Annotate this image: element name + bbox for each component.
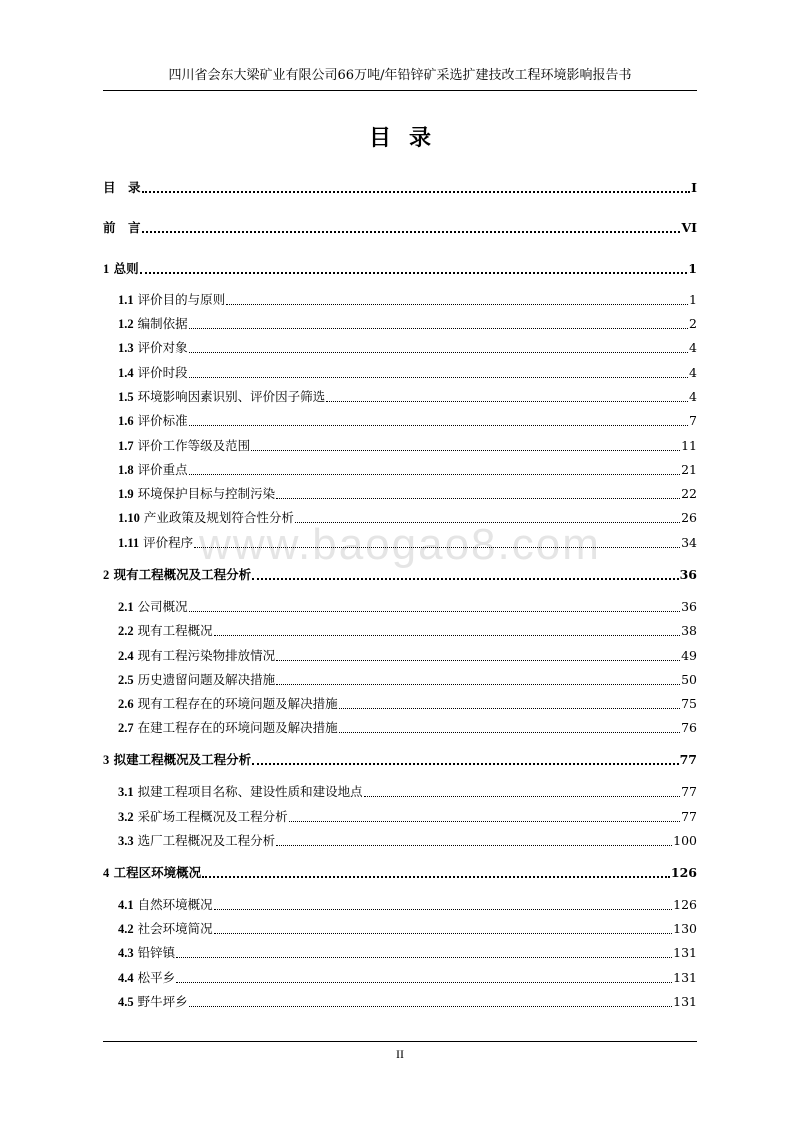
toc-entry-number: 4.2 <box>118 922 134 936</box>
toc-section-entry[interactable] <box>118 941 697 961</box>
footer-page-number: II <box>396 1047 404 1061</box>
toc-section-entry[interactable] <box>118 780 697 800</box>
toc-dot-leader <box>214 635 680 636</box>
toc-page-number: 4 <box>689 340 697 355</box>
toc-page-number: 100 <box>673 833 697 848</box>
toc-entry-title: 前 言 <box>103 220 141 235</box>
toc-entry-label <box>118 970 175 986</box>
toc-entry-label <box>103 180 141 196</box>
toc-entry-number: 1.7 <box>118 439 134 453</box>
toc-dot-leader <box>252 763 678 765</box>
toc-dot-leader <box>276 498 680 499</box>
toc-dot-leader <box>276 660 680 661</box>
toc-dot-leader <box>176 957 672 958</box>
toc-entry-title: 现有工程概况 <box>133 623 213 638</box>
toc-page-number: 4 <box>689 365 697 380</box>
toc-entry-title: 编制依据 <box>133 316 188 331</box>
toc-dot-leader <box>142 231 681 233</box>
toc-page-number: 130 <box>673 921 697 936</box>
toc-entry-title: 野牛坪乡 <box>133 994 188 1009</box>
toc-page-number: 77 <box>681 809 697 824</box>
toc-entry-number: 4 <box>103 866 110 880</box>
toc-entry-label <box>118 994 188 1010</box>
toc-entry-number: 1.11 <box>118 536 140 550</box>
toc-page-number: 2 <box>689 316 697 331</box>
toc-entry-title: 目 录 <box>103 180 141 195</box>
toc-page-number: 7 <box>689 413 697 428</box>
toc-entry-title: 在建工程存在的环境问题及解决措施 <box>133 720 338 735</box>
toc-page-number: 75 <box>681 696 697 711</box>
toc-chapter-entry[interactable] <box>103 257 697 277</box>
toc-dot-leader <box>176 982 672 983</box>
toc-entry-title: 总则 <box>109 261 139 276</box>
toc-entry-number: 1.10 <box>118 511 140 525</box>
toc-entry-number: 1.2 <box>118 317 134 331</box>
toc-page-number: 22 <box>681 486 697 501</box>
toc-dot-leader <box>189 1006 673 1007</box>
toc-page-number: 50 <box>681 672 697 687</box>
toc-section-entry[interactable] <box>118 716 697 736</box>
toc-entry-number: 3.1 <box>118 785 134 799</box>
toc-dot-leader <box>252 578 678 580</box>
toc-page-number: 49 <box>681 648 697 663</box>
toc-dot-leader <box>189 611 680 612</box>
toc-section-entry[interactable] <box>118 829 697 849</box>
toc-entry-number: 2.7 <box>118 721 134 735</box>
toc-entry-number: 1.3 <box>118 341 134 355</box>
toc-section-entry[interactable] <box>118 506 697 526</box>
toc-page-number: 36 <box>679 567 697 582</box>
toc-section-entry[interactable] <box>118 805 697 825</box>
toc-entry-number: 4.1 <box>118 898 134 912</box>
toc-page-number: 34 <box>681 535 697 550</box>
toc-page-number: 76 <box>681 720 697 735</box>
toc-section-entry[interactable] <box>118 409 697 429</box>
toc-entry-label <box>118 292 225 308</box>
toc-entry-label <box>118 648 275 664</box>
toc-entry-label <box>118 921 213 937</box>
toc-section-entry[interactable] <box>118 434 697 454</box>
toc-entry-number: 1.1 <box>118 293 134 307</box>
toc-page-number: 4 <box>689 389 697 404</box>
toc-entry-number: 2.5 <box>118 673 134 687</box>
toc-dot-leader <box>189 474 680 475</box>
toc-entry-label <box>118 413 188 429</box>
toc-entry-label <box>118 696 338 712</box>
toc-section-entry[interactable] <box>118 692 697 712</box>
toc-entry-label <box>103 752 251 768</box>
toc-entry-label <box>118 599 188 615</box>
toc-entry-title: 铅锌镇 <box>133 945 176 960</box>
toc-page-number: 126 <box>670 865 697 880</box>
toc-entry-label <box>118 438 250 454</box>
toc-dot-leader <box>202 876 670 878</box>
toc-dot-leader <box>289 821 680 822</box>
toc-dot-leader <box>189 377 688 378</box>
page-title: 目录 <box>368 126 449 151</box>
toc-page-number: 131 <box>673 970 697 985</box>
toc-entry-title: 公司概况 <box>133 599 188 614</box>
toc-dot-leader <box>251 450 680 451</box>
toc-chapter-entry[interactable] <box>103 563 697 583</box>
toc-entry-title: 现有工程存在的环境问题及解决措施 <box>133 696 338 711</box>
toc-entry-number: 2 <box>103 568 110 582</box>
toc-entry-number: 4.3 <box>118 946 134 960</box>
toc-section-entry[interactable] <box>118 312 697 332</box>
toc-dot-leader <box>295 522 680 523</box>
toc-entry-title: 拟建工程概况及工程分析 <box>109 752 252 767</box>
toc-entry-title: 现有工程概况及工程分析 <box>109 567 252 582</box>
toc-section-entry[interactable] <box>118 458 697 478</box>
toc-entry-number: 1.4 <box>118 366 134 380</box>
toc-page-number: 126 <box>673 897 697 912</box>
toc-page-number: VI <box>681 220 697 235</box>
toc-page-number: 1 <box>688 261 697 276</box>
toc-entry-label <box>118 623 213 639</box>
toc-entry-label <box>103 567 251 583</box>
toc-entry-number: 2.6 <box>118 697 134 711</box>
toc-entry-title: 选厂工程概况及工程分析 <box>133 833 276 848</box>
running-header: 四川省会东大梁矿业有限公司66万吨/年铅锌矿采选扩建技改工程环境影响报告书 <box>103 62 697 91</box>
toc-entry-label <box>118 720 338 736</box>
toc-section-entry[interactable] <box>118 644 697 664</box>
toc-dot-leader <box>226 304 688 305</box>
toc-entry-title: 社会环境简况 <box>133 921 213 936</box>
toc-section-entry[interactable] <box>118 619 697 639</box>
toc-entry-number: 4.4 <box>118 971 134 985</box>
toc-entry-number: 3 <box>103 753 110 767</box>
toc-page-number: 36 <box>681 599 697 614</box>
toc-entry-title: 工程区环境概况 <box>109 865 202 880</box>
toc-chapter-entry[interactable] <box>103 861 697 881</box>
toc-dot-leader <box>339 708 680 709</box>
footer-rule <box>103 1041 697 1042</box>
toc-section-entry[interactable] <box>118 595 697 615</box>
toc-entry-title: 环境保护目标与控制污染 <box>133 486 276 501</box>
toc-entry-label <box>118 535 193 551</box>
toc-entry-number: 4.5 <box>118 995 134 1009</box>
toc-entry-label <box>118 486 275 502</box>
toc-entry-number: 2.2 <box>118 624 134 638</box>
toc-section-entry[interactable] <box>118 531 697 551</box>
toc-dot-leader <box>214 909 673 910</box>
toc-section-entry[interactable] <box>118 917 697 937</box>
toc-dot-leader <box>189 328 688 329</box>
toc-entry-label <box>118 809 288 825</box>
toc-entry-title: 评价目的与原则 <box>133 292 226 307</box>
toc-page-number: 26 <box>681 510 697 525</box>
toc-entry-number: 3.2 <box>118 810 134 824</box>
toc-entry-label <box>103 261 139 277</box>
toc-entry-title: 评价程序 <box>139 535 194 550</box>
toc-entry-title: 松平乡 <box>133 970 176 985</box>
toc-entry-label <box>118 833 275 849</box>
toc-entry-label <box>118 784 363 800</box>
toc-entry-label <box>118 945 175 961</box>
toc-entry-label <box>118 389 325 405</box>
toc-entry-title: 自然环境概况 <box>133 897 213 912</box>
toc-entry-number: 1 <box>103 262 110 276</box>
toc-page-number: 21 <box>681 462 697 477</box>
toc-entry-number: 1.8 <box>118 463 134 477</box>
toc-section-entry[interactable] <box>118 990 697 1010</box>
toc-chapter-entry[interactable] <box>103 748 697 768</box>
toc-entry-title: 评价时段 <box>133 365 188 380</box>
toc-entry-label <box>103 865 201 881</box>
toc-dot-leader <box>194 547 680 548</box>
toc-entry-title: 产业政策及规划符合性分析 <box>139 510 294 525</box>
toc-dot-leader <box>326 401 688 402</box>
toc-entry-title: 环境影响因素识别、评价因子筛选 <box>133 389 326 404</box>
toc-dot-leader <box>189 425 688 426</box>
toc-entry-label <box>118 365 188 381</box>
toc-dot-leader <box>142 191 691 193</box>
toc-section-entry[interactable] <box>118 361 697 381</box>
toc-entry-number: 2.4 <box>118 649 134 663</box>
toc-entry-title: 评价标准 <box>133 413 188 428</box>
toc-entry-label <box>103 220 141 236</box>
toc-page-number: 131 <box>673 945 697 960</box>
toc-page-number: 1 <box>689 292 697 307</box>
toc-section-entry[interactable] <box>118 668 697 688</box>
toc-entry-title: 拟建工程项目名称、建设性质和建设地点 <box>133 784 363 799</box>
toc-section-entry[interactable] <box>118 336 697 356</box>
toc-entry-label <box>118 897 213 913</box>
toc-entry-number: 3.3 <box>118 834 134 848</box>
toc-page-number: 77 <box>681 784 697 799</box>
toc-entry-title: 评价重点 <box>133 462 188 477</box>
toc-dot-leader <box>276 684 680 685</box>
toc-page-number: 38 <box>681 623 697 638</box>
toc-page-number: 131 <box>673 994 697 1009</box>
toc-section-entry[interactable] <box>118 385 697 405</box>
toc-section-entry[interactable] <box>118 288 697 308</box>
toc-section-entry[interactable] <box>118 966 697 986</box>
toc-dot-leader <box>214 933 673 934</box>
toc-entry-label <box>118 340 188 356</box>
toc-entry-title: 历史遗留问题及解决措施 <box>133 672 276 687</box>
toc-section-entry[interactable] <box>118 482 697 502</box>
watermark: www.baogao8.com <box>199 520 601 569</box>
toc-page-number: 77 <box>679 752 697 767</box>
toc-dot-leader <box>189 352 688 353</box>
toc-entry-title: 评价对象 <box>133 340 188 355</box>
toc-dot-leader <box>364 796 680 797</box>
toc-entry-label <box>118 510 294 526</box>
toc-entry-label <box>118 462 188 478</box>
toc-entry-label <box>118 672 275 688</box>
toc-entry-title: 评价工作等级及范围 <box>133 438 251 453</box>
toc-section-entry[interactable] <box>118 893 697 913</box>
toc-dot-leader <box>140 272 688 274</box>
toc-entry-title: 采矿场工程概况及工程分析 <box>133 809 288 824</box>
toc-entry-title: 现有工程污染物排放情况 <box>133 648 276 663</box>
toc-entry-label <box>118 316 188 332</box>
toc-entry-number: 1.6 <box>118 414 134 428</box>
toc-entry-number: 1.9 <box>118 487 134 501</box>
toc-dot-leader <box>339 732 680 733</box>
toc-page-number: 11 <box>681 438 697 453</box>
toc-entry-number: 1.5 <box>118 390 134 404</box>
toc-page-number: I <box>691 180 697 195</box>
toc-chapter-entry[interactable] <box>103 216 697 236</box>
toc-entry-number: 2.1 <box>118 600 134 614</box>
toc-dot-leader <box>276 845 672 846</box>
toc-chapter-entry[interactable] <box>103 176 697 196</box>
